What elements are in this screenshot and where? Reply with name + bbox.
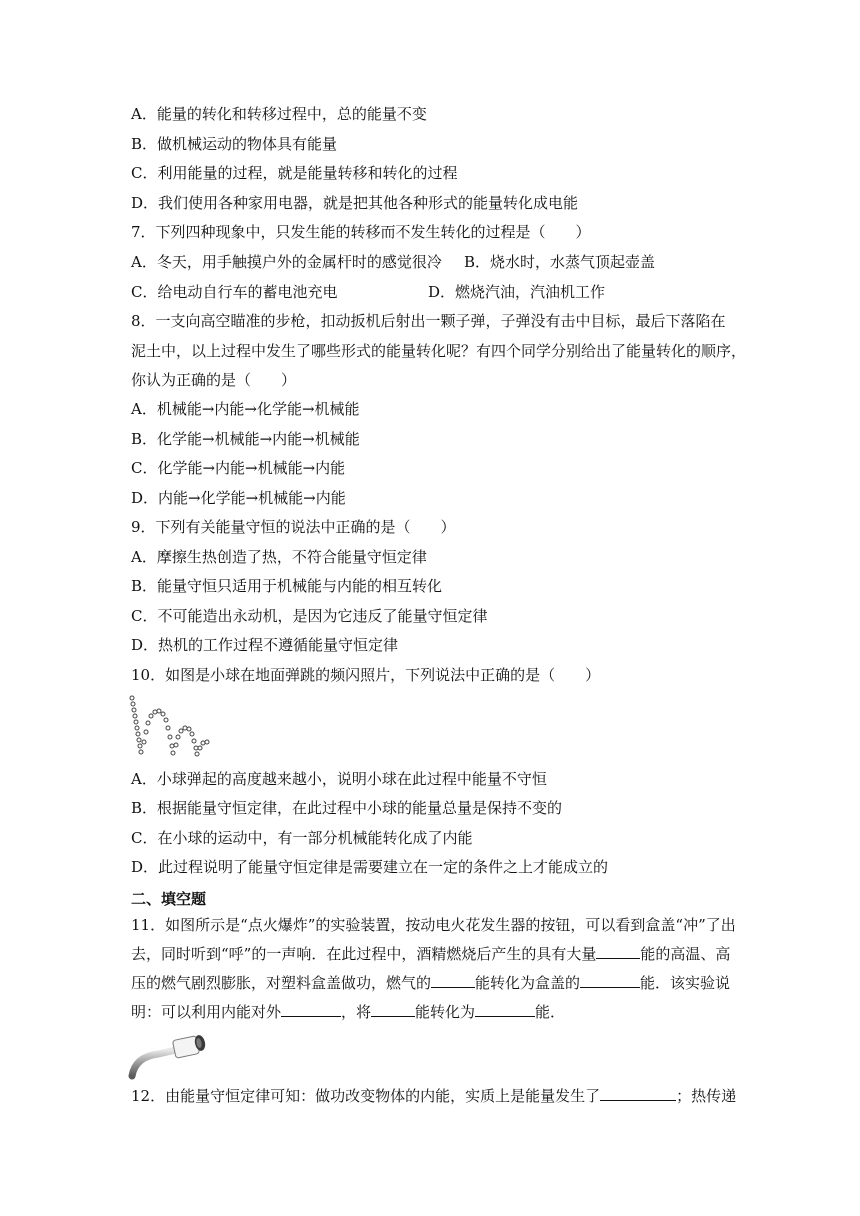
q8-stem-line1: 8．一支向高空瞄准的步枪，扣动扳机后射出一颗子弹，子弹没有击中目标，最后下落陷在 (131, 312, 726, 330)
q11-blank-5[interactable] (371, 1002, 415, 1017)
q8-stem-line2: 泥土中，以上过程中发生了哪些形式的能量转化呢？有四个同学分别给出了能量转化的顺序， (131, 342, 747, 360)
q11-blank-2[interactable] (431, 973, 475, 988)
q9-stem: 9．下列有关能量守恒的说法中正确的是（ ） (131, 518, 456, 536)
q8-option-a: A．机械能→内能→化学能→机械能 (131, 400, 360, 418)
q11-blank-3[interactable] (580, 973, 640, 988)
q12-line1 (131, 1086, 736, 1106)
q9-option-b: B．能量守恒只适用于机械能与内能的相互转化 (131, 577, 443, 595)
q11-line3 (131, 973, 730, 993)
q11-blank-1[interactable] (596, 944, 640, 959)
q11-line4-text-a: 明：可以利用内能对外 (131, 1003, 282, 1021)
q6-option-d: D．我们使用各种家用电器，就是把其他各种形式的能量转化成电能 (131, 194, 579, 212)
q11-line4-text-d: 能． (535, 1003, 566, 1021)
q11-line3-text-a: 压的燃气剧烈膨胀，对塑料盒盖做功，燃气的 (131, 974, 432, 992)
q11-blank-6[interactable] (475, 1002, 535, 1017)
q12-blank-1[interactable] (600, 1086, 676, 1101)
q10-stem: 10．如图是小球在地面弹跳的频闪照片，下列说法中正确的是（ ） (131, 666, 601, 684)
q6-option-b: B．做机械运动的物体具有能量 (131, 135, 338, 153)
q11-line4 (131, 1002, 565, 1022)
q8-stem-line3: 你认为正确的是（ ） (131, 371, 297, 389)
q11-line1: 11．如图所示是“点火爆炸”的实验装置，按动电火花发生器的按钮，可以看到盒盖“冲”了出 (131, 916, 736, 934)
q11-line3-text-b: 能转化为盒盖的 (475, 974, 581, 992)
q9-option-c: C．不可能造出永动机，是因为它违反了能量守恒定律 (131, 607, 488, 625)
q10-option-a: A．小球弹起的高度越来越小，说明小球在此过程中能量不守恒 (131, 770, 547, 788)
q11-line2 (131, 944, 730, 964)
q12-line1-text-a: 12．由能量守恒定律可知：做功改变物体的内能，实质上是能量发生了 (131, 1087, 601, 1105)
q11-line2-text-b: 能的高温、高 (640, 945, 731, 963)
bouncing-ball-photo (128, 692, 212, 760)
q9-option-d: D．热机的工作过程不遵循能量守恒定律 (131, 636, 399, 654)
q7-option-c: C．给电动自行车的蓄电池充电 (131, 283, 338, 301)
q10-option-c: C．在小球的运动中，有一部分机械能转化成了内能 (131, 829, 473, 847)
q11-blank-4[interactable] (281, 1002, 341, 1017)
q11-line4-text-c: 能转化为 (415, 1003, 476, 1021)
q10-option-d: D．此过程说明了能量守恒定律是需要建立在一定的条件之上才能成立的 (131, 858, 609, 876)
q7-option-b: B．烧水时，水蒸气顶起壶盖 (464, 253, 656, 271)
q7-stem: 7．下列四种现象中，只发生能的转移而不发生转化的过程是（ ） (131, 223, 591, 241)
q11-line4-text-b: ，将 (341, 1003, 372, 1021)
q11-line3-text-c: 能．该实验说 (640, 974, 731, 992)
q8-option-d: D．内能→化学能→机械能→内能 (131, 489, 346, 507)
q6-option-a: A．能量的转化和转移过程中，总的能量不变 (131, 105, 427, 123)
q12-line1-text-b: ；热传递 (676, 1087, 737, 1105)
q6-option-c: C．利用能量的过程，就是能量转移和转化的过程 (131, 164, 458, 182)
q9-option-a: A．摩擦生热创造了热，不符合能量守恒定律 (131, 548, 427, 566)
q7-option-a: A．冬天，用手触摸户外的金属杆时的感觉很冷 (131, 253, 442, 271)
q10-option-b: B．根据能量守恒定律，在此过程中小球的能量总量是保持不变的 (131, 799, 563, 817)
section-heading-fill-in: 二、填空题 (131, 890, 207, 908)
q7-option-d: D．燃烧汽油，汽油机工作 (428, 283, 606, 301)
q8-option-b: B．化学能→机械能→内能→机械能 (131, 430, 360, 448)
q8-option-c: C．化学能→内能→机械能→内能 (131, 459, 346, 477)
ignition-device-illustration (128, 1030, 212, 1080)
q11-line2-text-a: 去，同时听到“呼”的一声响．在此过程中，酒精燃烧后产生的具有大量 (131, 945, 597, 963)
